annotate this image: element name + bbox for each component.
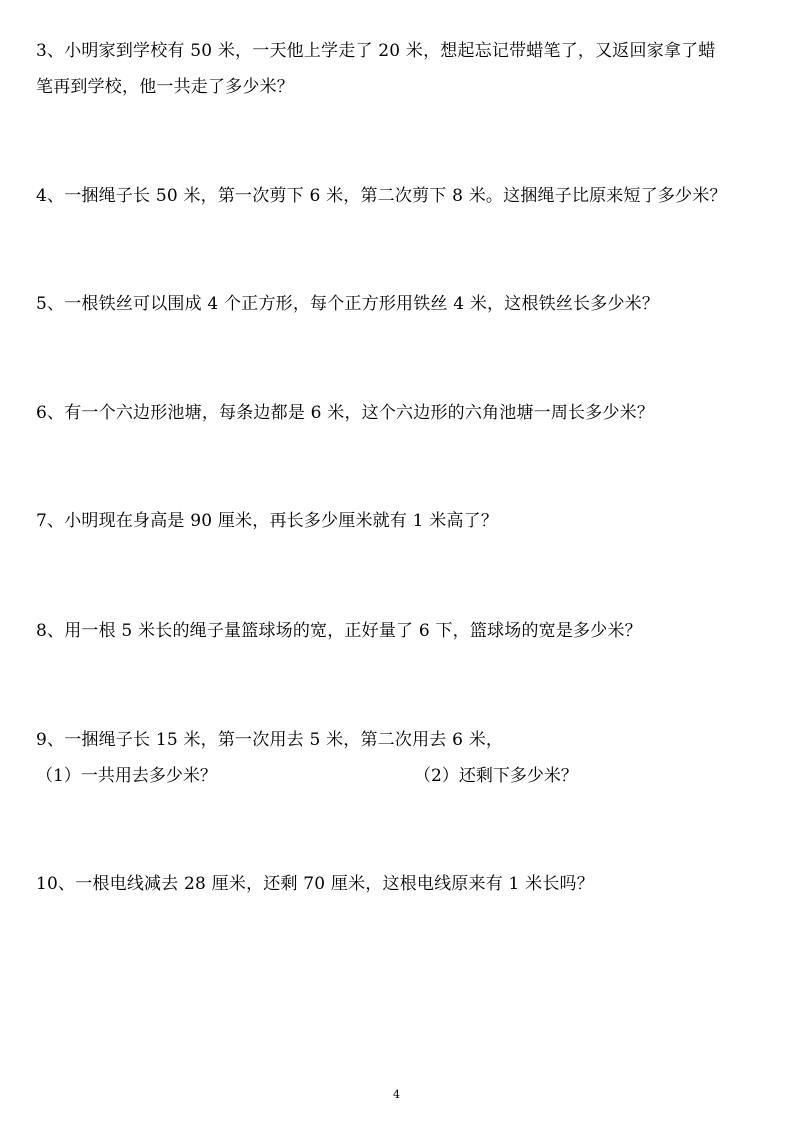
question-4: 4、一捆绳子长 50 米，第一次剪下 6 米，第二次剪下 8 米。这捆绳子比原来短了多少米？ xyxy=(36,186,727,206)
question-9: 9、一捆绳子长 15 米，第一次用去 5 米，第二次用去 6 米， xyxy=(36,730,504,750)
question-9-part-2: （2）还剩下多少米？ xyxy=(414,766,578,786)
question-10: 10、一根电线减去 28 厘米，还剩 70 厘米，这根电线原来有 1 米长吗？ xyxy=(36,874,594,894)
question-6: 6、有一个六边形池塘，每条边都是 6 米，这个六边形的六角池塘一周长多少米？ xyxy=(36,403,655,423)
page-number: 4 xyxy=(393,1088,400,1101)
question-8: 8、用一根 5 米长的绳子量篮球场的宽，正好量了 6 下，篮球场的宽是多少米？ xyxy=(36,621,642,641)
question-3-line-1: 3、小明家到学校有 50 米，一天他上学走了 20 米，想起忘记带蜡笔了，又返回家拿了蜡 xyxy=(36,41,716,61)
question-7: 7、小明现在身高是 90 厘米，再长多少厘米就有 1 米高了？ xyxy=(36,511,499,531)
question-3-line-2: 笔再到学校，他一共走了多少米？ xyxy=(36,77,294,97)
question-9-part-1: （1）一共用去多少米？ xyxy=(36,766,217,786)
question-5: 5、一根铁丝可以围成 4 个正方形，每个正方形用铁丝 4 米，这根铁丝长多少米？ xyxy=(36,294,660,314)
